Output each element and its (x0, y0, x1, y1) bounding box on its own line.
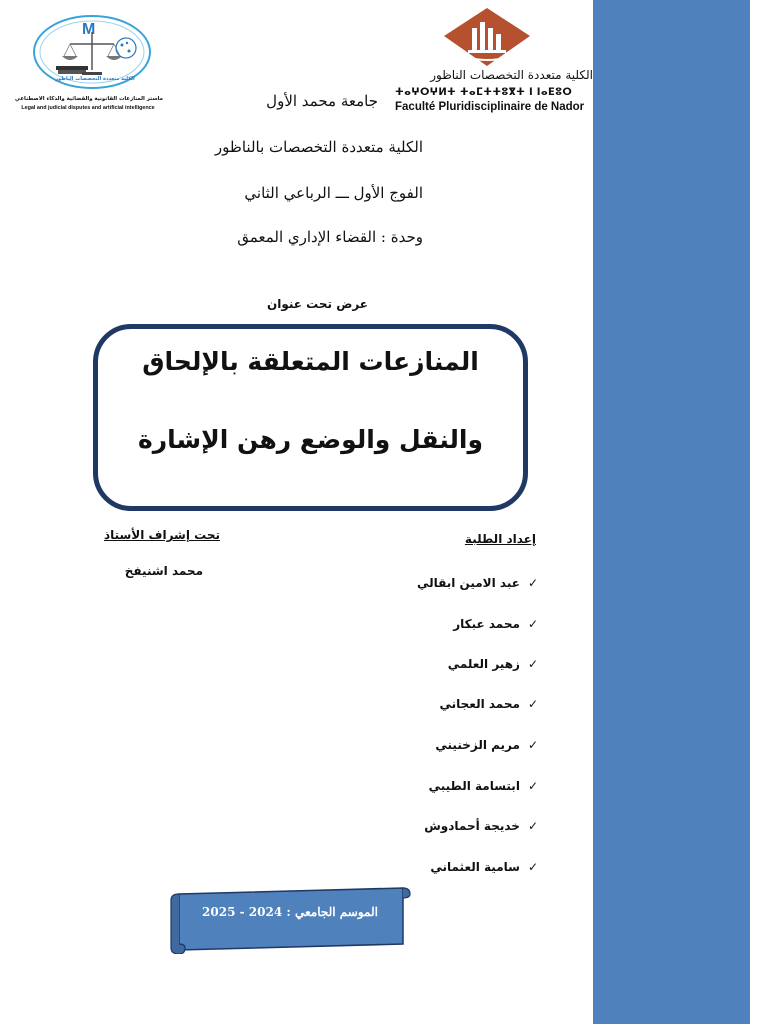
university-name: جامعة محمد الأول (266, 92, 378, 110)
master-logo-curved-text: الكلية متعددة التخصصات الناظور (55, 76, 135, 82)
master-logo-arabic-name: ماستر المنازعات القانونية والقضائية والذكاء الاصطناعي (14, 96, 163, 102)
list-item (435, 738, 538, 752)
student-name: سامية العثماني (430, 860, 520, 874)
check-icon: ✓ (527, 576, 538, 590)
title-line-2: والنقل والوضع رهن الإشارة (137, 425, 484, 454)
module-name: وحدة : القضاء الإداري المعمق (237, 228, 423, 246)
list-item (453, 617, 538, 631)
academic-season: الموسم الجامعي : 2024 - 2025 (202, 905, 378, 919)
master-logo-english-name: Legal and judicial disputes and artificial intelligence (21, 105, 155, 111)
check-icon: ✓ (527, 738, 538, 752)
faculty-logo-tifinagh: ⵜⴰⵖⵔⵖⵍⵜ ⵜⴰⵎⵜⵜⵓⴳⵜ ⵏ ⵏⴰⴹⵓⵔ (395, 87, 573, 98)
list-item (429, 779, 538, 793)
title-box (93, 324, 528, 511)
season-banner (167, 884, 412, 954)
check-icon: ✓ (527, 779, 538, 793)
student-name: خديجة أحمادوش (424, 819, 520, 833)
faculty-logo (392, 6, 593, 116)
list-item (430, 860, 538, 874)
list-item (424, 819, 538, 833)
student-name: مريم الزخنيني (435, 738, 520, 752)
faculty-name: الكلية متعددة التخصصات بالناظور (214, 138, 423, 156)
cohort-semester: الفوج الأول ـــ الرباعي الثاني (244, 184, 423, 202)
student-name: عبد الامين ابقالي (416, 576, 520, 590)
check-icon: ✓ (527, 819, 538, 833)
svg-text:M: M (82, 21, 96, 38)
list-item (448, 657, 538, 671)
presentation-label: عرض تحت عنوان (267, 297, 368, 311)
list-item (440, 697, 539, 711)
student-name: محمد العجاني (439, 697, 520, 711)
supervision-heading: تحت إشراف الأستاذ (103, 528, 220, 542)
student-name: زهير العلمي (447, 657, 520, 671)
student-name: محمد عبكار (453, 617, 520, 631)
students-heading: إعداد الطلبة (464, 532, 536, 546)
faculty-logo-french: Faculté Pluridisciplinaire de Nador (395, 101, 585, 113)
list-item (417, 576, 538, 590)
student-name: ابتسامة الطيبي (428, 779, 520, 793)
decorative-side-band (593, 0, 750, 1024)
professor-name: محمد اشنيفخ (124, 564, 203, 578)
master-program-logo (14, 10, 163, 120)
check-icon: ✓ (527, 657, 538, 671)
faculty-logo-arabic: الكلية متعددة التخصصات الناظور (430, 68, 593, 82)
check-icon: ✓ (527, 617, 538, 631)
check-icon: ✓ (527, 697, 538, 711)
check-icon: ✓ (527, 860, 538, 874)
title-line-1: المنازعات المتعلقة بالإلحاق (142, 347, 479, 376)
